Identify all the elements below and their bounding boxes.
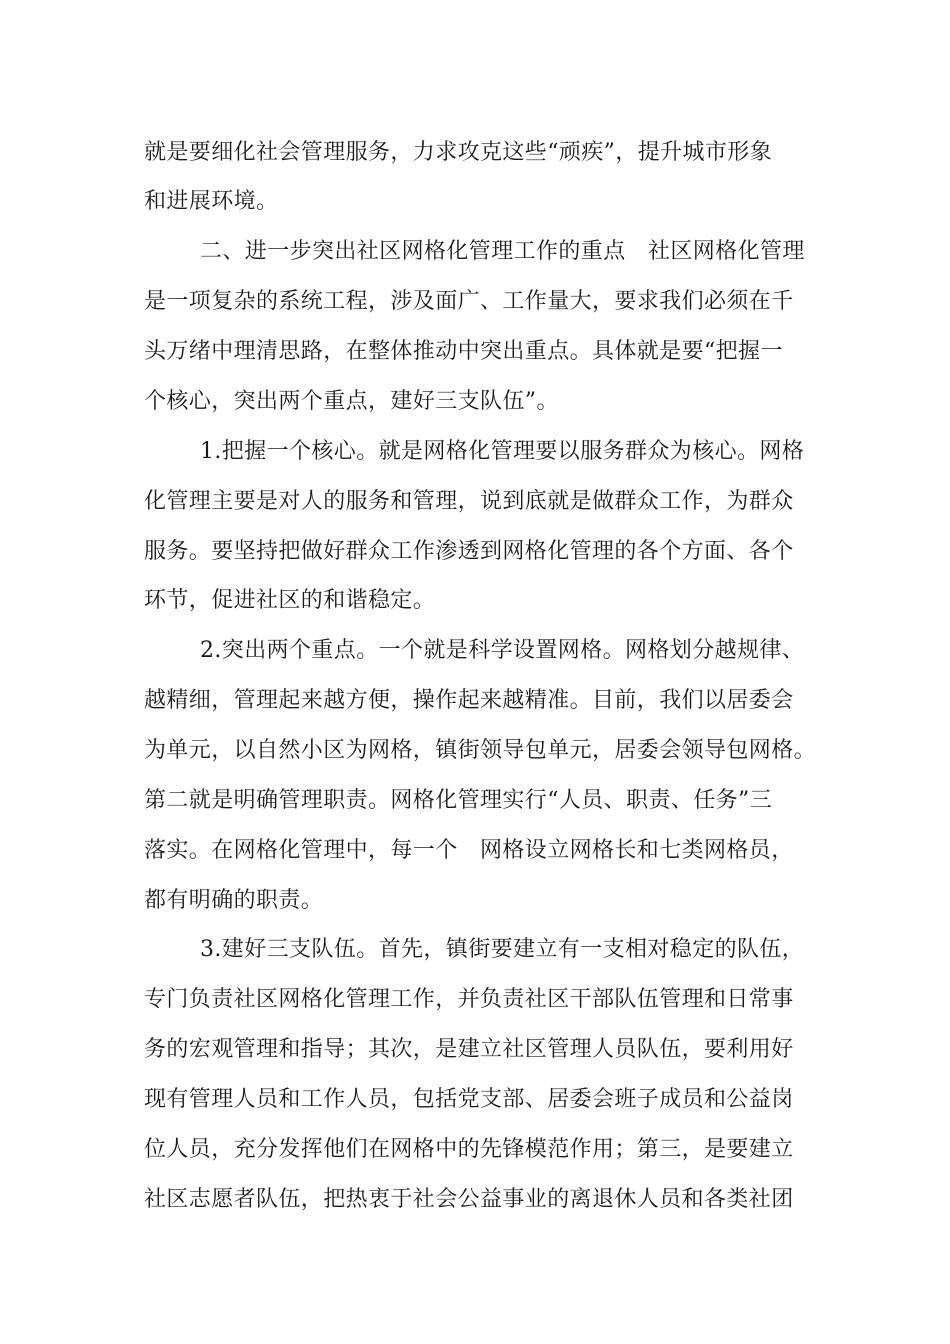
text-line: 化管理主要是对人的服务和管理，说到底就是做群众工作，为群众 — [144, 489, 794, 514]
text-line: 头万绪中理清思路，在整体推动中突出重点。具体就是要“把握一 — [144, 339, 783, 364]
text-line: 服务。要坚持把做好群众工作渗透到网格化管理的各个方面、各个 — [144, 539, 794, 564]
text-line: 环节，促进社区的和谐稳定。 — [144, 588, 436, 613]
text-line: 就是要细化社会管理服务，力求攻克这些“顽疾”，提升城市形象 — [144, 140, 773, 165]
text-line: 和进展环境。 — [144, 189, 279, 214]
text-line: 个核心，突出两个重点，建好三支队伍”。 — [144, 389, 559, 414]
text-line: 落实。在网格化管理中，每一个 网格设立网格长和七类网格员， — [144, 838, 794, 863]
text-line: 社区志愿者队伍，把热衷于社会公益事业的离退休人员和各类社团 — [144, 1187, 794, 1212]
text-line: 务的宏观管理和指导；其次，是建立社区管理人员队伍，要利用好 — [144, 1037, 794, 1062]
text-line: 越精细，管理起来越方便，操作起来越精准。目前，我们以居委会 — [144, 688, 794, 713]
text-line: 都有明确的职责。 — [144, 888, 324, 913]
section-heading-line: 二、进一步突出社区网格化管理工作的重点 社区网格化管理 — [200, 239, 805, 264]
paragraph-first-line: 1.把握一个核心。就是网格化管理要以服务群众为核心。网格 — [200, 439, 805, 464]
text-line: 位人员，充分发挥他们在网格中的先锋模范作用；第三，是要建立 — [144, 1137, 794, 1162]
text-line: 专门负责社区网格化管理工作，并负责社区干部队伍管理和日常事 — [144, 987, 794, 1012]
text-line: 为单元，以自然小区为网格，镇街领导包单元，居委会领导包网格。 — [144, 738, 817, 763]
text-line: 第二就是明确管理职责。网格化管理实行“人员、职责、任务”三 — [144, 788, 773, 813]
text-line: 现有管理人员和工作人员，包括党支部、居委会班子成员和公益岗 — [144, 1087, 794, 1112]
paragraph-first-line: 2.突出两个重点。一个就是科学设置网格。网格划分越规律、 — [200, 638, 805, 663]
paragraph-first-line: 3.建好三支队伍。首先，镇街要建立有一支相对稳定的队伍， — [200, 937, 805, 962]
text-line: 是一项复杂的系统工程，涉及面广、工作量大，要求我们必须在千 — [144, 289, 794, 314]
